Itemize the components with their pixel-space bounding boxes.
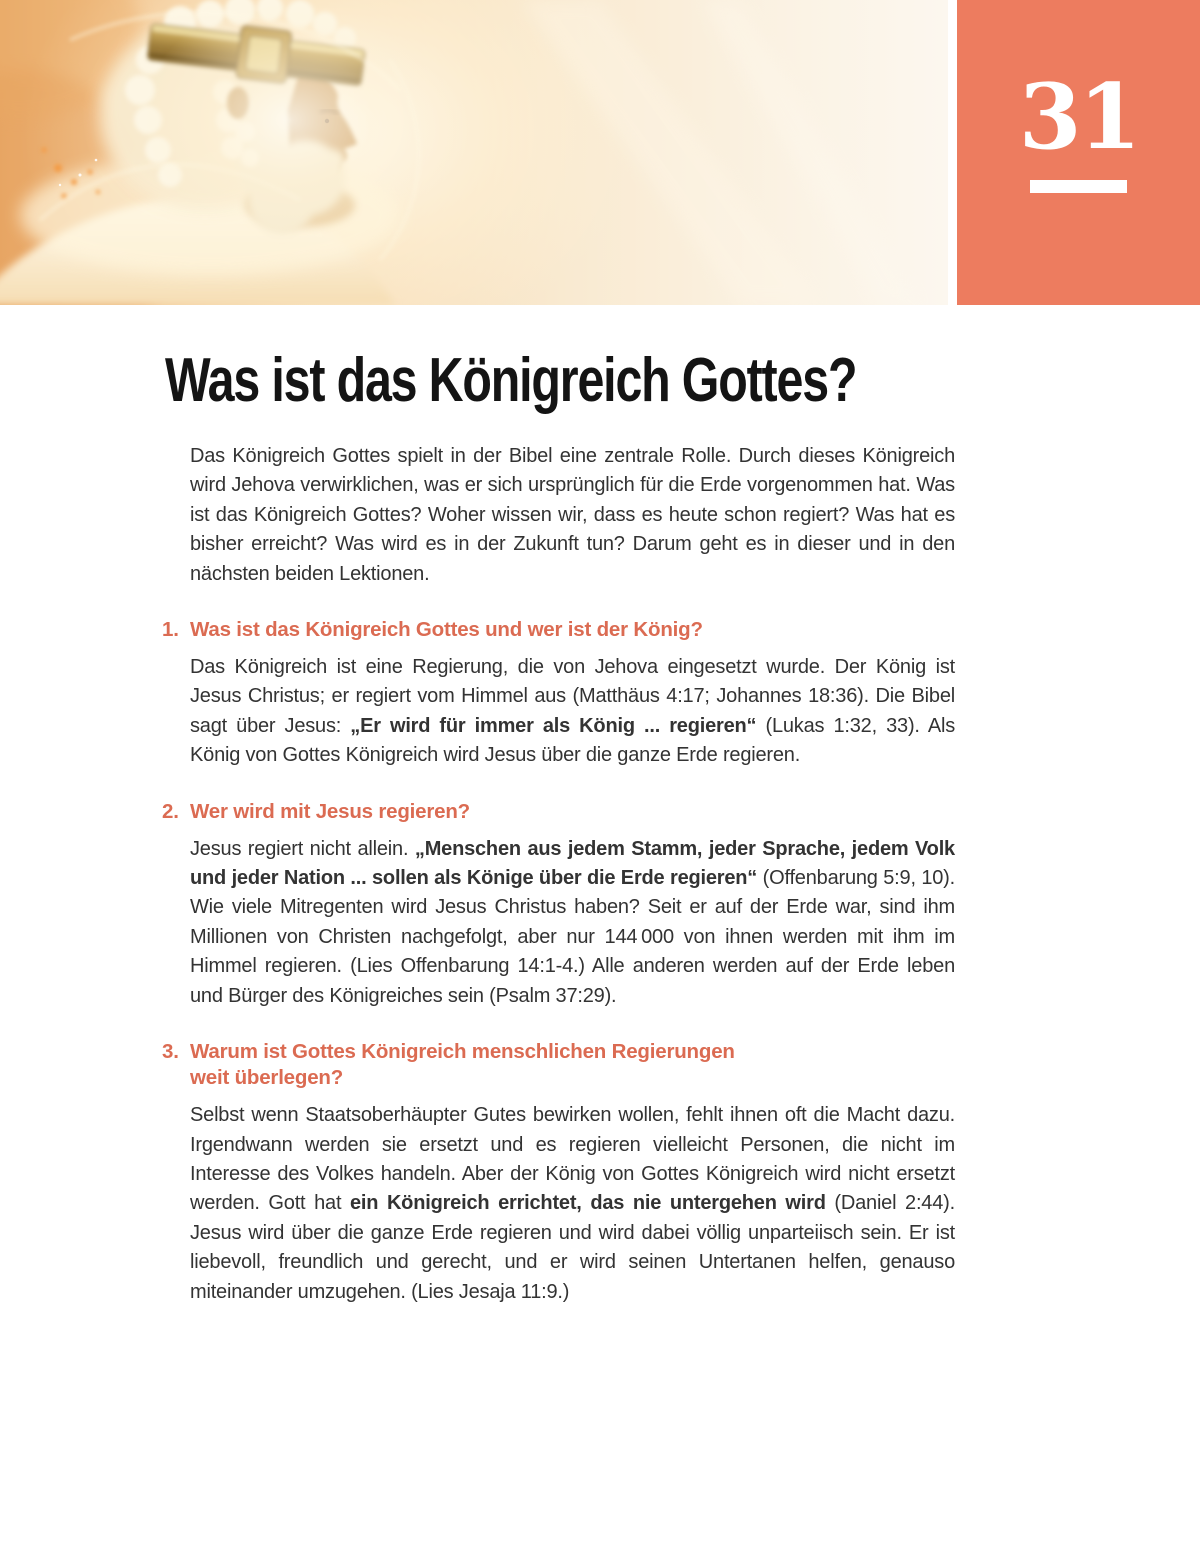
section-1-heading-line-1: Was ist das Königreich Gottes und wer ist der König? (190, 618, 703, 642)
text-run: (Lukas 1:32, 33). Als König von Gottes Königreich wird Jesus über die ganze Erde regieren. (190, 714, 956, 767)
bold-quote-run: „Er wird für immer als König ... regieren“ (350, 714, 757, 737)
section-1 (162, 617, 1200, 771)
section-2-heading-line-1: Wer wird mit Jesus regieren? (190, 799, 470, 823)
text-run: Selbst wenn Staatsoberhäupter Gutes bewirken wollen, fehlt ihnen oft die Macht dazu. Irgendwann werden sie ersetzt und es regieren vielleicht Personen, die nicht im Interesse des Volkes handeln. Aber der König von Gottes Königreich wird nicht ersetzt werden. Gott hat (190, 1104, 955, 1215)
section-3-heading (162, 1039, 955, 1091)
section-2-number: 2. (162, 799, 179, 823)
section-2-paragraph (190, 835, 955, 1011)
text-run: (Daniel 2:44). Jesus wird über die ganze Erde regieren und wird dabei völlig unparteiisch sein. Er ist liebevoll, freundlich und gerecht, und er wird seinen Untertanen helfen, genauso miteinander umzugehen. (Lies Jesaja 11:9.) (190, 1192, 955, 1303)
text-run: Das Königreich ist eine Regierung, die von Jehova eingesetzt wurde. Der König ist Jesus Christus; er regiert vom Himmel aus (Matthäus 4:17; Johannes 18:36). Die Bibel sagt über Jesus: (190, 656, 955, 737)
header (0, 0, 1200, 305)
page-title: Was ist das Königreich Gottes? (165, 346, 857, 415)
section-2-heading (162, 799, 955, 825)
text-run: Jesus regiert nicht allein. (190, 837, 415, 860)
lesson-number-underline (1030, 180, 1127, 193)
section-1-heading (162, 617, 955, 643)
lesson-number-badge (957, 0, 1200, 305)
section-3-paragraph (190, 1101, 955, 1307)
section-3-number: 3. (162, 1040, 179, 1064)
section-2 (162, 799, 1200, 1011)
section-3-heading-line-1: Warum ist Gottes Königreich menschlichen Regierungen (190, 1040, 735, 1064)
lesson-number: 31 (1018, 64, 1139, 170)
crowned-king-illustration (0, 0, 948, 305)
section-3-heading-line-2: weit überlegen? (190, 1066, 344, 1090)
intro-paragraph: Das Königreich Gottes spielt in der Bibel eine zentrale Rolle. Durch dieses Königreich wird Jehova verwirklichen, was er sich ursprünglich für die Erde vorgenommen hat. Was ist das Königreich Gottes? Woher wissen wir, dass es heute schon regiert? Was hat es bisher erreicht? Was wird es in der Zukunft tun? Darum geht es in dieser und in den nächsten beiden Lektionen. (190, 445, 955, 585)
text-run: (Offenbarung 5:9, 10). Wie viele Mitregenten wird Jesus Christus haben? Seit er auf der Erde war, sind ihm Millionen von Christen nachgefolgt, aber nur 144 000 von ihnen werden mit ihm im Himmel regieren. (Lies Offenbarung 14:1-4.) Alle anderen werden auf der Erde leben und Bürger des Königreiches sein (Psalm 37:29). (190, 867, 955, 1007)
header-illustration (0, 0, 948, 305)
section-1-number: 1. (162, 618, 179, 642)
section-3 (162, 1039, 1200, 1307)
lesson-content (0, 305, 1200, 1307)
bold-quote-run: ein Königreich errichtet, das nie untergehen wird (349, 1192, 826, 1215)
bold-quote-run: „Menschen aus jedem Stamm, jeder Sprache, jedem Volk und jeder Nation ... sollen als Könige über die Erde regieren“ (190, 837, 955, 890)
section-1-paragraph (190, 653, 955, 771)
